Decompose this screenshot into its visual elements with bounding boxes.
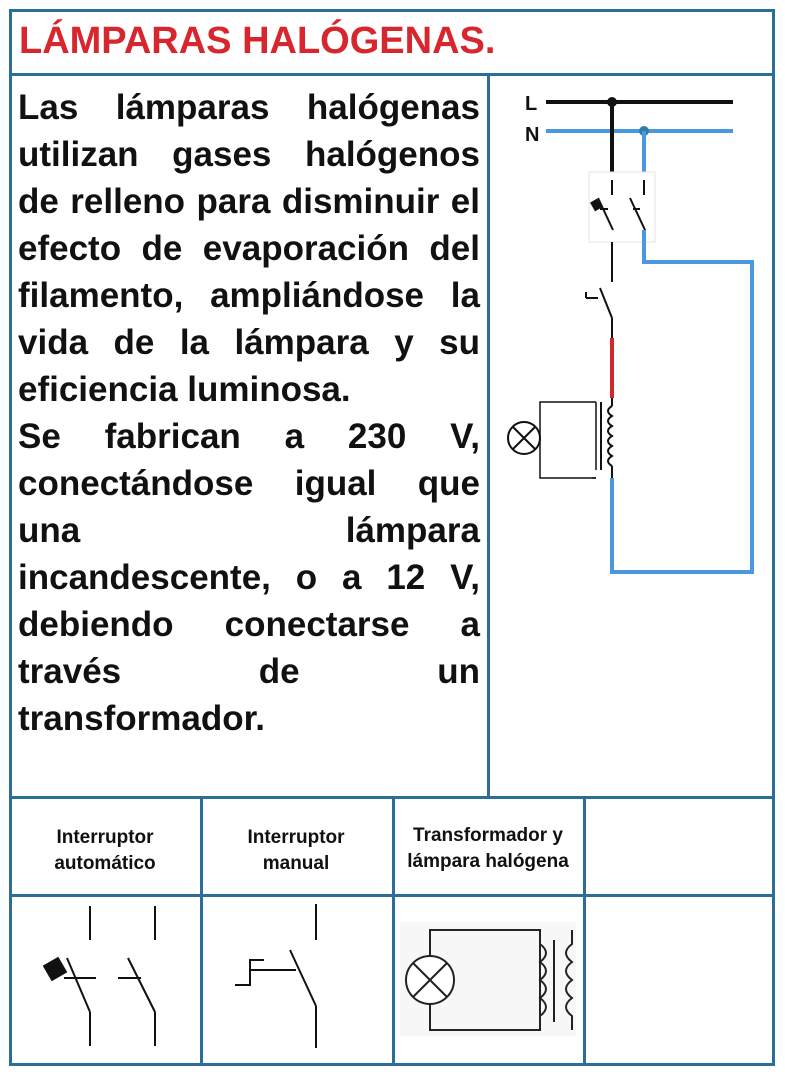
description-paragraph-2: Se fabrican a 230 V, conectándose igual que una lámpara incandescente, o a 12 V, debiendo conectarse a través de un transformador. (18, 417, 480, 738)
neutral-label: N (525, 124, 540, 146)
description-paragraph-1: Las lámparas halógenas utilizan gases halógenos de relleno para disminuir el efecto de evaporación del filamento, ampliándose la vida de la lámpara y su eficiencia luminosa. (18, 88, 480, 409)
lamp-icon (508, 422, 540, 454)
legend-label-transformer-lamp: Transformador y lámpara halógena (407, 825, 569, 872)
divider-legend-col-3 (583, 796, 586, 1066)
legend-label-empty (590, 808, 770, 893)
manual-switch-actuator (586, 292, 598, 298)
manual-switch-contact (600, 288, 612, 318)
circuit-breaker-symbol (12, 898, 198, 1064)
manual-switch-symbol (203, 898, 390, 1064)
transformer-primary-coil (608, 406, 612, 466)
breaker-contact-phase (598, 198, 613, 230)
legend-label-circuit-breaker: Interruptor automático (54, 826, 156, 874)
wiring-diagram (490, 78, 773, 794)
description-text (18, 84, 480, 742)
transformer-lamp-symbol (395, 898, 581, 1064)
neutral-return-wire (612, 230, 752, 572)
page-title: LÁMPARAS HALÓGENAS. (19, 20, 496, 62)
transformer-secondary-loop (540, 402, 596, 478)
breaker-contact-neutral (630, 198, 645, 230)
legend-label-manual-switch: Interruptor manual (247, 826, 345, 874)
phase-label: L (525, 93, 538, 115)
